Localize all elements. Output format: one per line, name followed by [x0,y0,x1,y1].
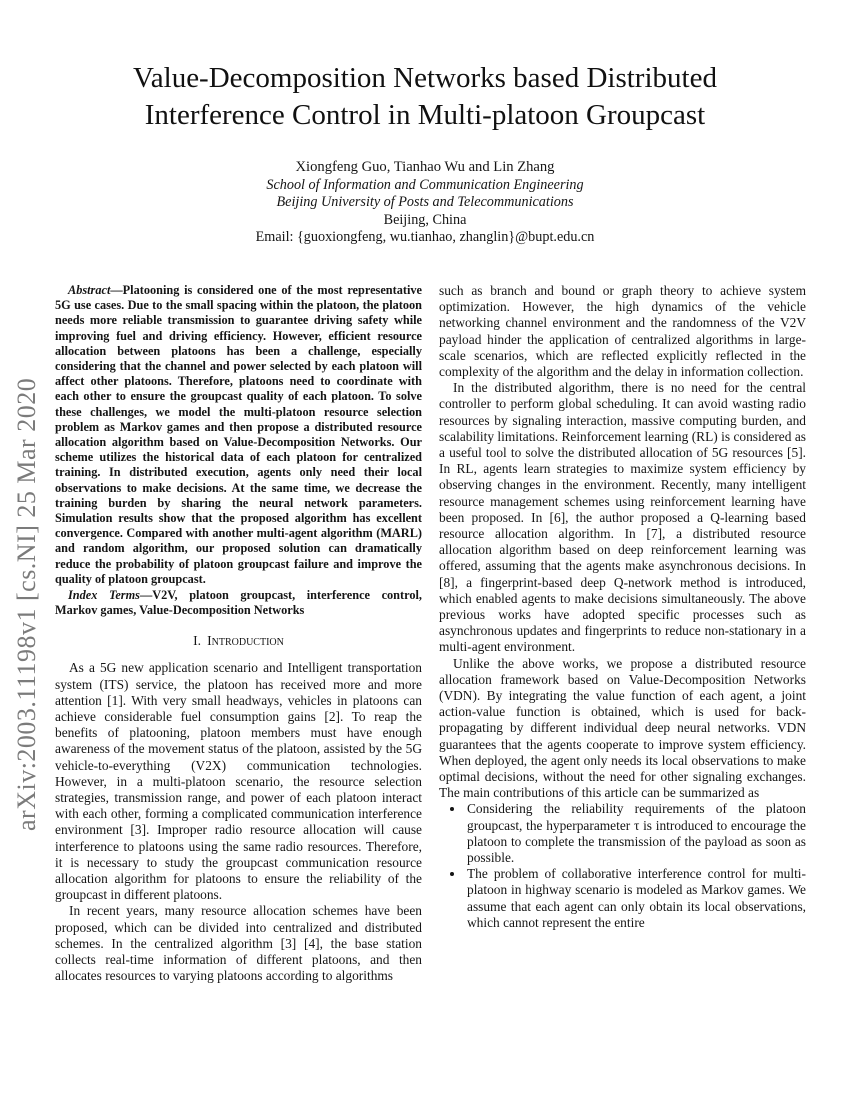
contribution-item-1: • Considering the reliability requirements of the platoon groupcast, the hyperparameter τ is introduced to encourage the platoon to complete the transmission of the payload as soon as possible. [465,801,806,866]
contributions-list [448,801,806,931]
abstract-label: Abstract [68,282,111,297]
right-column [439,283,806,985]
right-paragraph-3: Unlike the above works, we propose a distributed resource allocation framework based on Value-Decomposition Networks (VDN). By integrating the value function of each agent, a joint action-value function is obtained, which is used for back-propagating by different individual deep neural networks. VDN guarantees that the agents cooperate to improve system efficiency. When deployed, the agent only needs its local observations to make optimal decisions, without the need for other signaling exchanges. The main contributions of this article can be summarized as [439,655,806,801]
affiliation-location: Beijing, China [383,211,467,228]
authors-line: Xiongfeng Guo, Tianhao Wu and Lin Zhang [295,159,555,175]
abstract [55,283,422,587]
arxiv-watermark: arXiv:2003.11198v1 [cs.NI] 25 Mar 2020 [12,377,41,831]
contribution-item-2: • The problem of collaborative interference control for multi-platoon in highway scenario is modeled as Markov games. We assume that each agent can only obtain its local observations, which cannot represent the entire [465,866,806,931]
paper-title [0,60,850,134]
two-column-body [55,283,806,985]
section-heading-introduction [55,633,422,649]
index-terms-label: Index Terms [68,588,140,603]
right-paragraph-2: In the distributed algorithm, there is no need for the central controller to perform global scheduling. It can avoid wasting radio resources by signaling interaction, massive computing burden, and scalability limitations. Reinforcement learning (RL) is considered as a useful tool to solve the distributed allocation of 5G resources [5]. In RL, agents learn strategies to maximize system efficiency by observing changes in the environment. Recently, many intelligent resource management schemes using reinforcement learning have been proposed. In [6], the author proposed a Q-learning based resource allocation algorithm. In [7], a distributed resource allocation algorithm based on deep reinforcement learning was offered, assuming that the agents make asynchronous decisions. In [8], a fingerprint-based deep Q-network method is introduced, which enabled agents to make decisions simultaneously. The above previous works have adopted specific processes such as asynchronous updates and fingerprints to reduce non-stationary in a multi-agent environment. [439,380,806,655]
left-column [55,283,422,985]
right-paragraph-1: such as branch and bound or graph theory to achieve system optimization. However, the high dynamics of the vehicle networking channel environment and the randomness of the V2V payload hinder the application of centralized algorithms in large-scale scenarios, which are reflected explicitly reflected in the complexity of the algorithm and the delay in information collection. [439,282,806,379]
section-title: Introduction [207,633,284,649]
section-number: I. [193,633,202,649]
paper-title-line2: Interference Control in Multi-platoon Groupcast [144,99,706,131]
affiliation-school: School of Information and Communication Engineering [266,176,584,193]
index-terms [55,588,422,618]
affiliation-university: Beijing University of Posts and Telecommunications [276,194,574,211]
paper-title-line1: Value-Decomposition Networks based Distributed [133,62,717,94]
abstract-text: —Platooning is considered one of the most representative 5G use cases. Due to the small spacing within the platoon, the platoon needs more reliable transmission to guarantee driving safety while improving fuel and driving efficiency. However, efficient resource allocation between platoons has been a challenge, especially considering that the channel and power selected by each platoon will affect other platoons. Therefore, platoons need to coordinate with each other to ensure the groupcast quality of each platoon. To solve these challenges, we model the multi-platoon resource selection problem as Markov games and then propose a distributed resource allocation algorithm based on Value-Decomposition Networks. Our scheme utilizes the historical data of each platoon for centralized training. In distributed execution, agents only need their local observations to make decisions. At the same time, we decrease the training burden by sharing the neural network parameters. Simulation results show that the proposed algorithm has excellent convergence. Compared with another multi-agent algorithm (MARL) and random algorithm, our proposed solution can dramatically reduce the probability of platoon groupcast failure and improve the quality of platoon groupcast. [55,282,422,586]
email-line: Email: {guoxiongfeng, wu.tianhao, zhanglin}@bupt.edu.cn [255,229,595,246]
intro-paragraph-2: In recent years, many resource allocation schemes have been proposed, which can be divided into centralized and distributed schemes. In the centralized algorithm [3] [4], the base station collects real-time information of different platoons, and then allocates resources to varying platoons according to algorithms [55,903,422,984]
index-terms-text: —V2V, platoon groupcast, interference control, Markov games, Value-Decomposition Networks [55,588,422,618]
intro-paragraph-1: As a 5G new application scenario and Intelligent transportation system (ITS) service, the platoon has received more and more attention [1]. With very small headways, vehicles in platoons can achieve considerable fuel consumption gains [2]. To reap the benefits of platooning, platoon members must have enough awareness of the movement status of the platoon, assisted by the 5G vehicle-to-everything (V2X) communication technologies. However, in a multi-platoon scenario, the resource selection strategies, transmission range, and power of each platoon interact with each other, forming a complicated communication interference environment [3]. Improper radio resource allocation will cause interference to platoons using the same radio resources. Therefore, it is necessary to study the groupcast communication resource allocation algorithm for platoons to ensure the reliability of the groupcast in different platoons. [55,660,422,903]
paper-header [0,0,850,247]
